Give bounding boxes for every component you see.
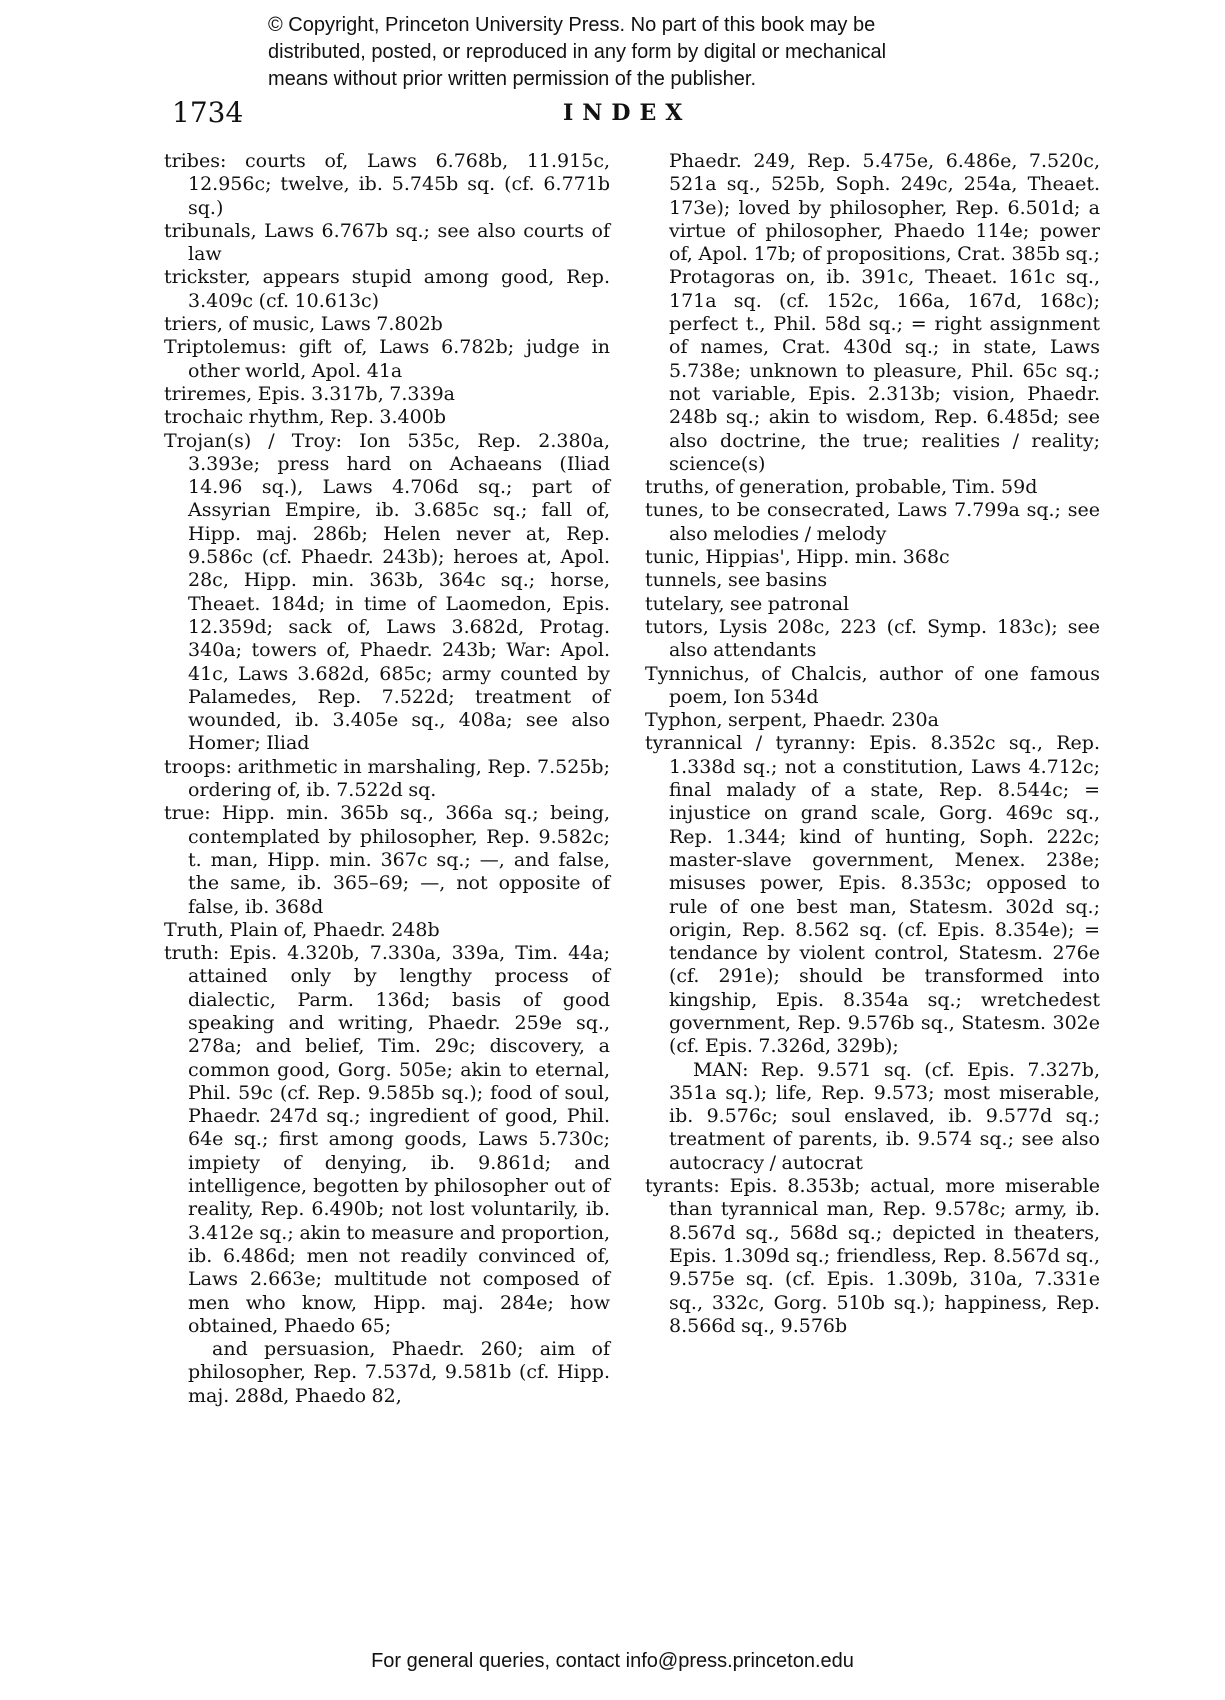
index-entry: tunic, Hippias', Hipp. min. 368c <box>645 546 950 569</box>
footer-contact: For general queries, contact info@press.princeton.edu <box>371 1650 854 1672</box>
index-entry: triers, of music, Laws 7.802b <box>164 313 443 336</box>
index-entry: trickster, appears stupid among good, Rep. 3.409c (cf. 10.613c) <box>164 266 610 312</box>
index-entry: tyrants: Epis. 8.353b; actual, more miserable than tyrannical man, Rep. 9.578c; army, ib. 8.567d sq., 568d sq.; depicted in theaters, Epis. 1.309d sq.; friendless, Rep. 8.567d sq., 9.575e sq. (cf. Epis. 1.309b, 310a, 7.331e sq., 332c, Gorg. 510b sq.); happiness, Rep. 8.566d sq., 9.576b <box>645 1175 1100 1337</box>
index-subentry: MAN: Rep. 9.571 sq. (cf. Epis. 7.327b, 351a sq.); life, Rep. 9.573; most miserable, ib. 9.576c; soul enslaved, ib. 9.577d sq.; treatment of parents, ib. 9.574 sq.; see also autocracy / autocrat <box>669 1058 1100 1174</box>
index-entry: triremes, Epis. 3.317b, 7.339a <box>164 382 456 405</box>
index-entry: Tynnichus, of Chalcis, author of one famous poem, Ion 534d <box>645 662 1100 708</box>
index-entry: trochaic rhythm, Rep. 3.400b <box>164 406 446 429</box>
index-entry: tunes, to be consecrated, Laws 7.799a sq.; see also melodies / melody <box>645 499 1100 545</box>
index-entry: troops: arithmetic in marshaling, Rep. 7.525b; ordering of, ib. 7.522d sq. <box>164 755 610 802</box>
copyright-line: © Copyright, Princeton University Press. No part of this book may be <box>268 14 876 36</box>
index-entry: tribunals, Laws 6.767b sq.; see also courts of law <box>164 219 610 266</box>
index-entry: tyrannical / tyranny: Epis. 8.352c sq., Rep. 1.338d sq.; not a constitution, Laws 4.712c; final malady of a state, Rep. 8.544c; = injustice on grand scale, Gorg. 469c sq., Rep. 1.344; kind of hunting, Soph. 222c; master-slave government, Menex. 238e; misuses power, Epis. 8.353c; opposed to rule of one best man, Statesm. 302d sq.; origin, Rep. 8.562 sq. (cf. Epis. 8.354e); = tendance by violent control, Statesm. 276e (cf. 291e); should be transformed into kingship, Epis. 8.354a sq.; wretchedest government, Rep. 9.576b sq., Statesm. 302e (cf. Epis. 7.326d, 329b); <box>645 732 1100 1058</box>
index-entry: Truth, Plain of, Phaedr. 248b <box>164 918 440 941</box>
index-entry: Trojan(s) / Troy: Ion 535c, Rep. 2.380a, 3.393e; press hard on Achaeans (Iliad 14.96 sq.), Laws 4.706d sq.; part of Assyrian Empire, ib. 3.685c sq.; fall of, Hipp. maj. 286b; Helen never at, Rep. 9.586c (cf. Phaedr. 243b); heroes at, Apol. 28c, Hipp. min. 363b, 364c sq.; horse, Theaet. 184d; in time of Laomedon, Epis. 12.359d; sack of, Laws 3.682d, Protag. 340a; towers of, Phaedr. 243b; War: Apol. 41c, Laws 3.682d, 685c; army counted by Palamedes, Rep. 7.522d; treatment of wounded, ib. 3.405e sq., 408a; see also Homer; Iliad <box>164 429 610 755</box>
index-column-left <box>164 150 610 1408</box>
index-entry: true: Hipp. min. 365b sq., 366a sq.; being, contemplated by philosopher, Rep. 9.582c; t. man, Hipp. min. 367c sq.; —, and false, the same, ib. 365–69; —, not opposite of false, ib. 368d <box>164 802 610 918</box>
index-subentry: and persuasion, Phaedr. 260; aim of philosopher, Rep. 7.537d, 9.581b (cf. Hipp. maj. 288d, Phaedo 82, <box>188 1338 610 1407</box>
index-entry: truth: Epis. 4.320b, 7.330a, 339a, Tim. 44a; attained only by lengthy process of dialectic, Parm. 136d; basis of good speaking and writing, Phaedr. 259e sq., 278a; and belief, Tim. 29c; discovery, a common good, Gorg. 505e; akin to eternal, Phil. 59c (cf. Rep. 9.585b sq.); food of soul, Phaedr. 247d sq.; ingredient of good, Phil. 64e sq.; first among goods, Laws 5.730c; impiety of denying, ib. 9.861d; and intelligence, begotten by philosopher out of reality, Rep. 6.490b; not lost voluntarily, ib. 3.412e sq.; akin to measure and proportion, ib. 6.486d; men not readily convinced of, Laws 2.663e; multitude not composed of men who know, Hipp. maj. 284e; how obtained, Phaedo 65; <box>164 942 610 1337</box>
index-entry: tutors, Lysis 208c, 223 (cf. Symp. 183c); see also attendants <box>645 615 1100 662</box>
index-entry: tribes: courts of, Laws 6.768b, 11.915c, 12.956c; twelve, ib. 5.745b sq. (cf. 6.771b sq.) <box>164 150 610 219</box>
copyright-line: distributed, posted, or reproduced in any form by digital or mechanical <box>268 41 887 63</box>
page-number: 1734 <box>172 96 244 129</box>
running-title: INDEX <box>563 100 692 126</box>
index-entry: truths, of generation, probable, Tim. 59d <box>645 476 1038 499</box>
index-entry: tunnels, see basins <box>645 569 828 592</box>
index-entry: tutelary, see patronal <box>645 592 850 615</box>
index-entry: Typhon, serpent, Phaedr. 230a <box>645 709 939 732</box>
index-entry: Triptolemus: gift of, Laws 6.782b; judge in other world, Apol. 41a <box>164 336 610 382</box>
copyright-line: means without prior written permission of the publisher. <box>268 68 757 90</box>
index-column-right <box>645 150 1100 1338</box>
copyright-notice <box>268 12 988 93</box>
index-entry-continued: Phaedr. 249, Rep. 5.475e, 6.486e, 7.520c, 521a sq., 525b, Soph. 249c, 254a, Theaet. 173e); loved by philosopher, Rep. 6.501d; a virtue of philosopher, Phaedo 114e; power of, Apol. 17b; of propositions, Crat. 385b sq.; Protagoras on, ib. 391c, Theaet. 161c sq., 171a sq. (cf. 152c, 166a, 167d, 168c); perfect t., Phil. 58d sq.; = right assignment of names, Crat. 430d sq.; in state, Laws 5.738e; unknown to pleasure, Phil. 65c sq.; not variable, Epis. 2.313b; vision, Phaedr. 248b sq.; akin to wisdom, Rep. 6.485d; see also doctrine, the true; realities / reality; science(s) <box>669 150 1100 475</box>
